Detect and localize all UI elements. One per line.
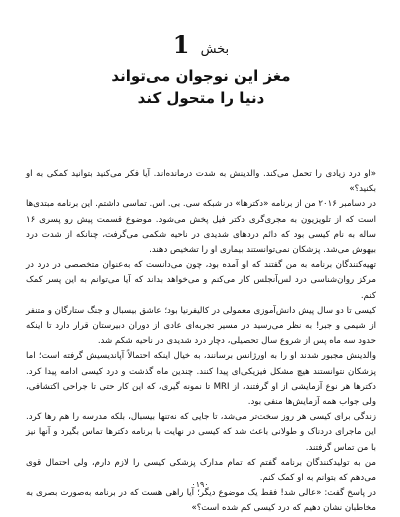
chapter-number: 1 bbox=[172, 30, 190, 59]
body-text bbox=[26, 167, 376, 517]
paragraph: کیسی تا دو سال پیش دانش‌آموزی معمولی در کالیفرنیا بود؛ عاشق بیسبال و جنگ ستارگان و متنفر از شیمی و جبر! به نظر می‌رسید در مسیر تجربه‌ای عادی از دوران دبیرستان قرار دارد تا اینکه حدود سه ماه پس از شروع سال تحصیلی، دچار درد شدیدی در ناحیه شکم شد. bbox=[26, 305, 376, 347]
paragraph: والدینش مجبور شدند او را به اورژانس برسانند، به خیال اینکه احتمالاً آپاندیسیش گرفته است؛ اما پزشکان نتوانستند هیچ مشکل فیزیکی‌ای پیدا کنند. چندین ماه گذشت و درد کیسی ادامه پیدا کرد. دکترها هر نوع آزمایشی از او گرفتند، از MRI تا نمونه گیری، که این کار حتی تا جراحی اکتشافی، ولی جواب همه آزمایش‌ها منفی بود. bbox=[26, 351, 376, 408]
chapter-title bbox=[26, 65, 376, 109]
paragraph: در دسامبر ۲۰۱۶ من از برنامه «دکترها» در شبکه سی. بی. اس. تماسی داشتم. این برنامه مبتدی‌ها است که از تلویزیون به مجری‌گری دکتر فیل پخش می‌شود. موضوع قسمت پیش رو پسری ۱۶ ساله به نام کیسی بود که دائم دردهای شدیدی در ناحیه شکمی می‌گرفت، چنانکه از شدت درد بیهوش می‌شد. پزشکان نمی‌توانستند بیماری او را تشخیص دهند. bbox=[26, 199, 376, 256]
paragraph: «او درد زیادی را تحمل می‌کند. والدینش به شدت درمانده‌اند. آیا فکر می‌کنید بتوانید کمکی به او بکنید؟» bbox=[26, 169, 376, 195]
chapter-label: بخش bbox=[200, 42, 230, 57]
page-number: ۰۱۹۰ bbox=[191, 480, 209, 489]
chapter-heading bbox=[26, 30, 376, 59]
paragraph: من به تولیدکنندگان برنامه گفتم که تمام مدارک پزشکی کیسی را لازم دارم، ولی احتمال قوی می‌دهم که بتوانم به او کمک کنم. bbox=[26, 457, 376, 484]
chapter-title-line-1: مغز این نوجوان می‌تواند bbox=[111, 67, 291, 85]
paragraph: در پاسخ گفت: «عالی شد! فقط یک موضوع دیگر؛ آیا راهی هست که در برنامه به‌صورت بصری به مخاطبان نشان دهیم که درد کیسی کم شده است؟» bbox=[26, 488, 376, 514]
chapter-title-line-2: دنیا را متحول کند bbox=[137, 89, 265, 107]
paragraph: زندگی برای کیسی هر روز سخت‌تر می‌شد، تا جایی که نه‌تنها بیسبال، بلکه مدرسه را هم رها کرد. این ماجرای دردناک و طولانی باعث شد که کیسی در نهایت با برنامه دکترها تماس بگیرد و آنها نیز با من تماس گرفتند. bbox=[26, 412, 376, 453]
paragraph: تهیه‌کنندگان برنامه به من گفتند که او آمده بود، چون می‌دانست که به‌عنوان متخصصی در درد در مرکز روان‌شناسی درد لس‌آنجلس کار می‌کنم و می‌خواهد بداند که آیا می‌توانم به این پسر کمک کنم. bbox=[26, 260, 376, 301]
